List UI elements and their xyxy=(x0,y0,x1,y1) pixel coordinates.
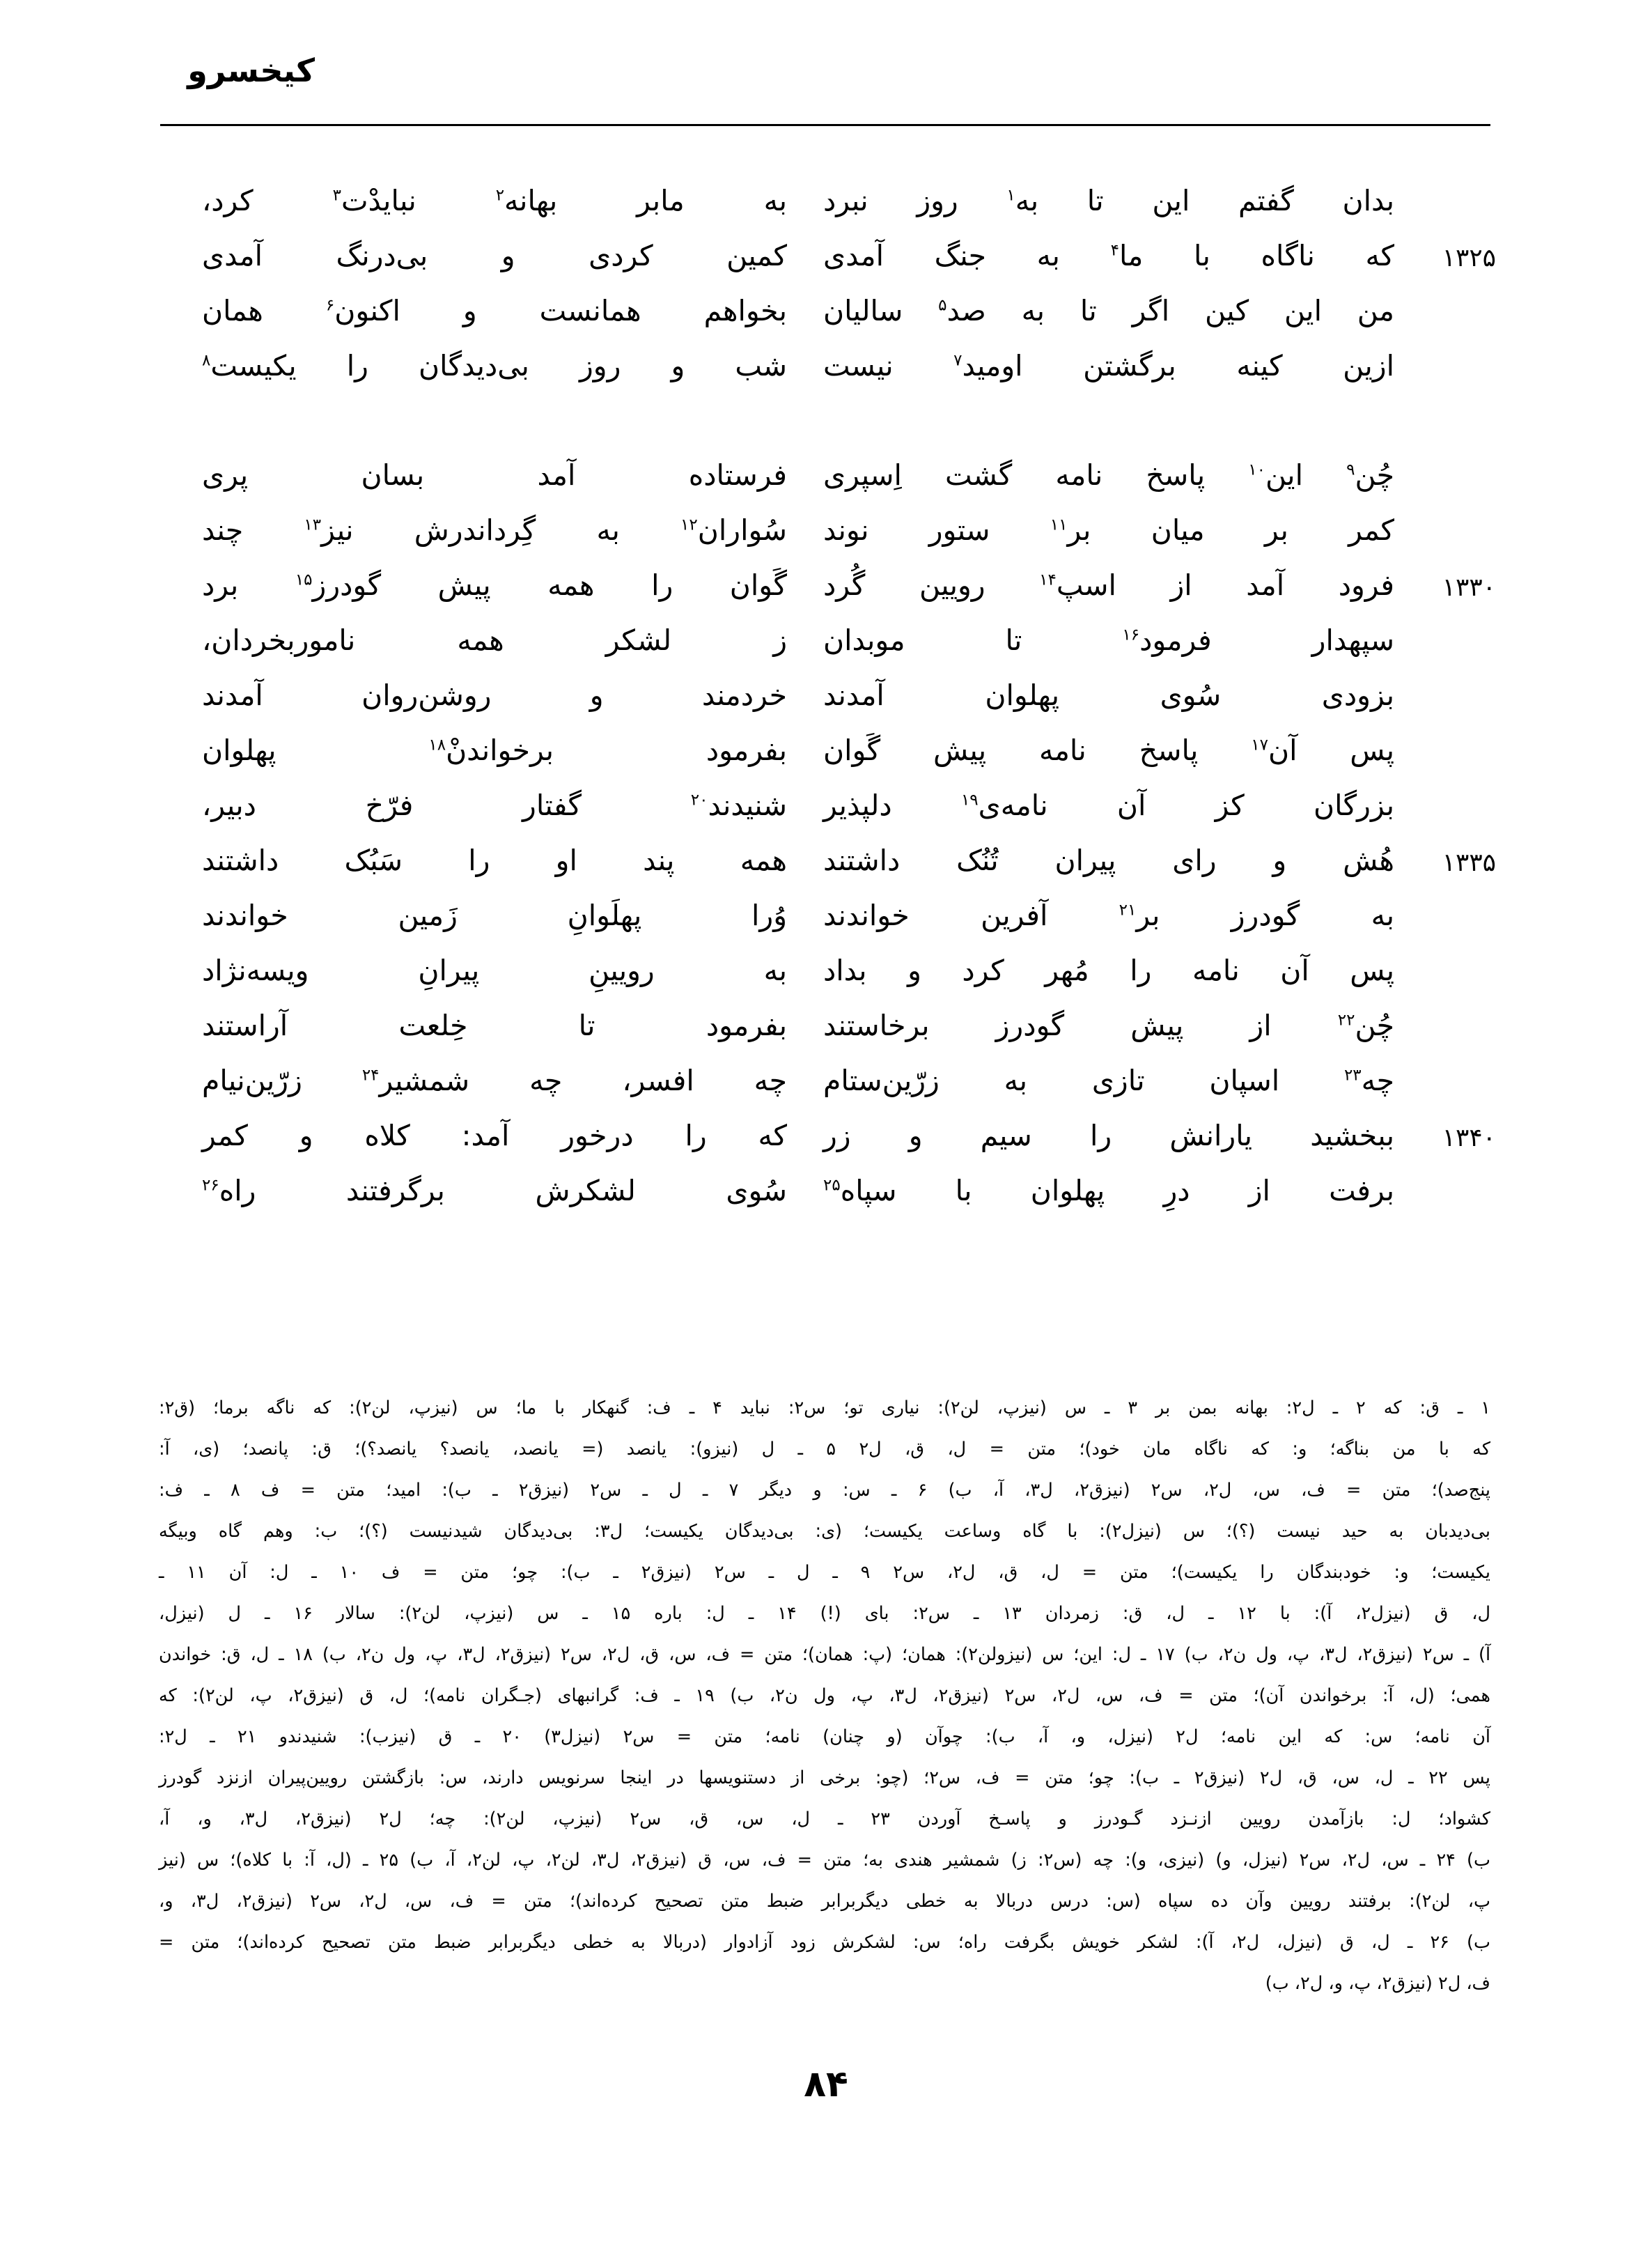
hemistich-second: کمین کردی و بی‌درنگ آمدی xyxy=(202,239,787,272)
hemistich-second: سُواران$^{۱۲}$ به گِرداندرش نیز$^{۱۳}$ چند xyxy=(202,513,787,547)
footnote-marker: ۱۳ xyxy=(304,516,322,534)
apparatus-line: کشواد؛ ل: بازآمدن رویین ازنـزد گـودرز و پاسـخ آوردن ۲۳ ـ ل، س، ق، س۲ (نیزپ، لن۲): چه؛ ل۲ (نیزق۲، ل۳، و، آ، xyxy=(159,1809,1490,1829)
footnote-marker: ۶ xyxy=(325,296,335,315)
hemistich-first: بزرگان کز آن نامه‌ی$^{۱۹}$ دلپذیر xyxy=(823,789,1394,822)
hemistich-second: که را درخور آمد: کلاه و کمر xyxy=(202,1119,787,1152)
apparatus-line: آن نامه؛ س: که این نامه؛ ل۲ (نیزل، و، آ، ب): چوآن (و چنان) نامه؛ متن = س۲ (نیزل۳) ۲۰ ـ ق (نیزب): شنیدندو ۲۱ ـ ل۲: xyxy=(159,1726,1491,1747)
hemistich-second: شنیدند$^{۲۰}$ گفتار فرّخ دبیر، xyxy=(202,789,787,822)
hemistich-first: برفت از درِ پهلوان با سپاه$^{۲۵}$ xyxy=(823,1174,1394,1207)
footnote-marker: ۵ xyxy=(938,296,947,315)
hemistich-first: پس آن$^{۱۷}$ پاسخ نامه پیش گَوان xyxy=(823,734,1394,767)
verse-couplet xyxy=(160,1117,1496,1172)
apparatus-line: که با من بناگه؛ و: که ناگاه مان خود)؛ متن = ل، ق، ل۲ ۵ ـ ل (نیزو): یانصد (= یانصد، یانصد؟ یانصد؟)؛ ق: پانصد؛ (ی، آ: xyxy=(159,1439,1490,1460)
header-divider-rule xyxy=(160,124,1490,126)
footnote-marker: ۱۰ xyxy=(1248,460,1265,479)
verse-couplet xyxy=(160,897,1490,952)
hemistich-second: شب و روز بی‌دیدگان را یکیست$^۸$ xyxy=(202,349,787,382)
apparatus-line: ف، ل۲ (نیزق۲، پ، و، ل۲، ب) xyxy=(1265,1973,1490,1994)
apparatus-line: ب) ۲۶ ـ ل، ق (نیزل، ل۲، آ): لشکر خویش بگرفت راه؛ س: لشکرش زود آزادوار (دربالا به خطی دیگربرابر ضبط متن تصحیح کرده‌اند)؛ متن = xyxy=(159,1932,1490,1953)
footnote-marker: ۲۱ xyxy=(1119,901,1137,920)
verse-couplet xyxy=(160,952,1490,1007)
apparatus-line: ۱ ـ ق: که ۲ ـ ل۲: بهانه بمن بر ۳ ـ س (نیزپ، لن۲): نیاری تو؛ س۲: نباید ۴ ـ ف: گنهکار با ما؛ س (نیزپ، لن۲): که ناگه برما؛ (ق۲: xyxy=(159,1398,1490,1418)
stanza xyxy=(160,457,1496,1228)
verse-couplet xyxy=(160,732,1490,787)
hemistich-second: وُرا پهلَوانِ زَمین خواندند xyxy=(202,899,787,932)
verse-couplet xyxy=(160,183,1490,238)
verse-area xyxy=(160,183,1496,1325)
apparatus-line: پنج‌صد)؛ متن = ف، س، ل۲، س۲ (نیزق۲، ل۳، آ، ب) ۶ ـ س: و دیگر ۷ ـ ل ـ س۲ (نیزق۲ ـ ب): امید؛ متن = ف ۸ ـ ف: xyxy=(159,1480,1490,1501)
folio-number: ۸۴ xyxy=(804,2064,848,2105)
verse-number: ۱۳۴۰ xyxy=(1442,1124,1496,1152)
hemistich-first: فرود آمد از اسپ$^{۱۴}$ رویین گُرد xyxy=(823,568,1394,602)
verse-couplet xyxy=(160,1172,1490,1228)
footnote-marker: ۴ xyxy=(1110,241,1119,260)
footnote-marker: ۱۴ xyxy=(1039,571,1057,589)
footnote-marker: ۸ xyxy=(202,351,211,370)
hemistich-first: چه$^{۲۳}$ اسپان تازی به زرّین‌ستام xyxy=(823,1064,1394,1097)
hemistich-first: که ناگاه با ما$^۴$ به جنگ آمدی xyxy=(823,239,1394,272)
footnote-marker: ۱۸ xyxy=(428,736,446,754)
hemistich-first: چُن$^{۲۲}$ از پیش گودرز برخاستند xyxy=(823,1009,1394,1042)
footnote-marker: ۱۲ xyxy=(680,516,698,534)
apparatus-line: آ) ـ س۲ (نیزق۲، ل۳، پ، ول ن۲، ب) ۱۷ ـ ل: این؛ س (نیزولن۲): همان؛ (پ: همان)؛ متن = ف، س، ق، ل۲، س۲ (نیزق۲، ل۳، پ، ول ن۲، ب) ۱۸ ـ ل، ق: خواندن xyxy=(159,1644,1491,1665)
footnote-marker: ۷ xyxy=(953,351,963,370)
running-head-title: کیخسرو xyxy=(187,52,315,89)
verse-couplet xyxy=(160,787,1490,842)
footnote-marker: ۲۲ xyxy=(1337,1011,1355,1030)
hemistich-second: چه افسر، چه شمشیر$^{۲۴}$ زرّین‌نیام xyxy=(202,1064,787,1097)
hemistich-second: خردمند و روشن‌روان آمدند xyxy=(202,679,787,712)
hemistich-second: به رویینِ پیرانِ ویسه‌نژاد xyxy=(202,954,787,987)
footnote-marker: ۲۵ xyxy=(823,1176,841,1195)
footnote-marker: ۱۶ xyxy=(1122,626,1140,644)
hemistich-second: ز لشکر همه ناموربخردان، xyxy=(202,624,787,657)
verse-couplet xyxy=(160,1007,1490,1062)
verse-number: ۱۳۲۵ xyxy=(1442,244,1496,272)
hemistich-second: بفرمود برخواندنْ$^{۱۸}$ پهلوان xyxy=(202,734,787,767)
apparatus-line: ل، ق (نیزل۲، آ): با ۱۲ ـ ل، ق: زمردان ۱۳ ـ س۲: بای (!) ۱۴ ـ ل: باره ۱۵ ـ س (نیزپ، لن۲): سالار ۱۶ ـ ل (نیزل، xyxy=(159,1603,1491,1624)
apparatus-line: یکیست؛ و: خودبندگان را یکیست)؛ متن = ل، ق، ل۲، س۲ ۹ ـ ل ـ س۲ (نیزق۲ ـ ب): چو؛ متن = ف ۱۰ ـ ل: آن ۱۱ ـ xyxy=(159,1562,1491,1583)
hemistich-first: سپهدار فرمود$^{۱۶}$ تا موبدان xyxy=(823,624,1394,657)
footnote-marker: ۹ xyxy=(1346,460,1355,479)
apparatus-line: پ، لن۲): برفتند رویین وآن ده سپاه (س: درس دربالا به خطی دیگربرابر ضبط متن تصحیح کرده‌اند)؛ متن = ف، س، ل۲، س۲ (نیزق۲، ل۳، و، xyxy=(159,1891,1490,1912)
verse-couplet xyxy=(160,293,1490,348)
apparatus-line: پس ۲۲ ـ ل، س، ق، ل۲ (نیزق۲ ـ ب): چو؛ متن = ف، س۲؛ (چو: برخی از دستنویسها در اینجا سرنویس دارند، س: بازگشتن رویین‌پیران ازنزد گودرز xyxy=(159,1767,1491,1788)
footnote-marker: ۲۶ xyxy=(202,1176,219,1195)
footnote-marker: ۲ xyxy=(495,186,505,205)
hemistich-second: گَوان را همه پیش گودرز$^{۱۵}$ برد xyxy=(202,568,787,602)
footnote-marker: ۱۱ xyxy=(1050,516,1068,534)
apparatus-criticus xyxy=(159,1388,1490,2004)
apparatus-line: ب) ۲۴ ـ س، ل۲، س۲ (نیزل، و) (نیزی، و): چه (س۲: ز) شمشیر هندی به؛ متن = ف، س، ق (نیزق۲، ل۳، لن۲، پ، لن۲، آ، ب) ۲۵ ـ (ل، آ: با کلاه)؛ س (نیز xyxy=(159,1850,1490,1871)
footnote-marker: ۲۰ xyxy=(690,791,708,810)
footnote-marker: ۲۳ xyxy=(1343,1066,1362,1085)
verse-number: ۱۳۳۵ xyxy=(1442,849,1496,877)
hemistich-second: به مابر بهانه$^۲$ نبایدْت$^۳$ کرد، xyxy=(202,184,787,217)
apparatus-line: همی؛ (ل، آ: برخواندن آن)؛ متن = ف، س، ل۲، س۲ (نیزق۲، ل۳، پ، ول ن۲، ب) ۱۹ ـ ف: گرانبهای (جـگران نامه)؛ ل، ق (نیزق۲، پ، لن۲): که xyxy=(159,1685,1490,1706)
footnote-marker: ۱۵ xyxy=(295,571,313,589)
stanza xyxy=(160,183,1496,403)
stanza-container xyxy=(160,183,1496,1228)
verse-couplet xyxy=(160,622,1490,677)
hemistich-second: بخواهم همانست و اکنون$^۶$ همان xyxy=(202,294,787,327)
hemistich-first: چُن$^۹$ این$^{۱۰}$ پاسخ نامه گشت اِسپری xyxy=(823,458,1395,492)
verse-couplet xyxy=(160,1062,1490,1117)
verse-couplet xyxy=(160,238,1496,293)
hemistich-first: پس آن نامه را مُهر کرد و بداد xyxy=(823,954,1394,987)
verse-couplet xyxy=(160,457,1490,512)
verse-couplet xyxy=(160,842,1496,897)
hemistich-first: ازین کینه برگشتن اومید$^۷$ نیست xyxy=(823,349,1394,382)
hemistich-first: ببخشید یارانش را سیم و زر xyxy=(823,1119,1394,1152)
hemistich-first: بزودی سُوی پهلوان آمدند xyxy=(823,679,1394,712)
hemistich-first: به گودرز بر$^{۲۱}$ آفرین خواندند xyxy=(823,899,1394,932)
hemistich-second: فرستاده آمد بسان پری xyxy=(202,458,787,492)
footnote-marker: ۱۹ xyxy=(960,791,979,810)
verse-couplet xyxy=(160,677,1490,732)
footnote-marker: ۳ xyxy=(332,186,341,205)
hemistich-first: من این کین اگر تا به صد$^۵$ سالیان xyxy=(823,294,1394,327)
footnote-marker: ۱۷ xyxy=(1251,736,1268,754)
hemistich-second: همه پند او را سَبُک داشتند xyxy=(202,844,787,877)
running-head xyxy=(162,54,1490,103)
verse-couplet xyxy=(160,512,1490,567)
verse-number: ۱۳۳۰ xyxy=(1442,573,1496,602)
verse-couplet xyxy=(160,567,1496,622)
footnote-marker: ۲۴ xyxy=(361,1066,380,1085)
verse-couplet xyxy=(160,348,1490,403)
hemistich-second: سُوی لشکرش برگرفتند راه$^{۲۶}$ xyxy=(202,1174,787,1207)
hemistich-first: کمر بر میان بر$^{۱۱}$ ستور نوند xyxy=(823,513,1395,547)
apparatus-line: بی‌دیدبان به حید نیست (؟)؛ س (نیزل۲): با گاه وساعت یکیست؛ (ی: بی‌دیدگان یکیست؛ ل۳: بی‌دیدگان شیدنیست (؟)؛ ب: وهم گاه وبیگه xyxy=(159,1521,1490,1542)
hemistich-second: بفرمود تا خِلعت آراستند xyxy=(202,1009,787,1042)
hemistich-first: هُش و رای پیران تُنُک داشتند xyxy=(823,844,1394,877)
footnote-marker: ۱ xyxy=(1006,186,1015,205)
hemistich-first: بدان گفتم این تا به$^۱$ روز نبرد xyxy=(823,184,1394,217)
